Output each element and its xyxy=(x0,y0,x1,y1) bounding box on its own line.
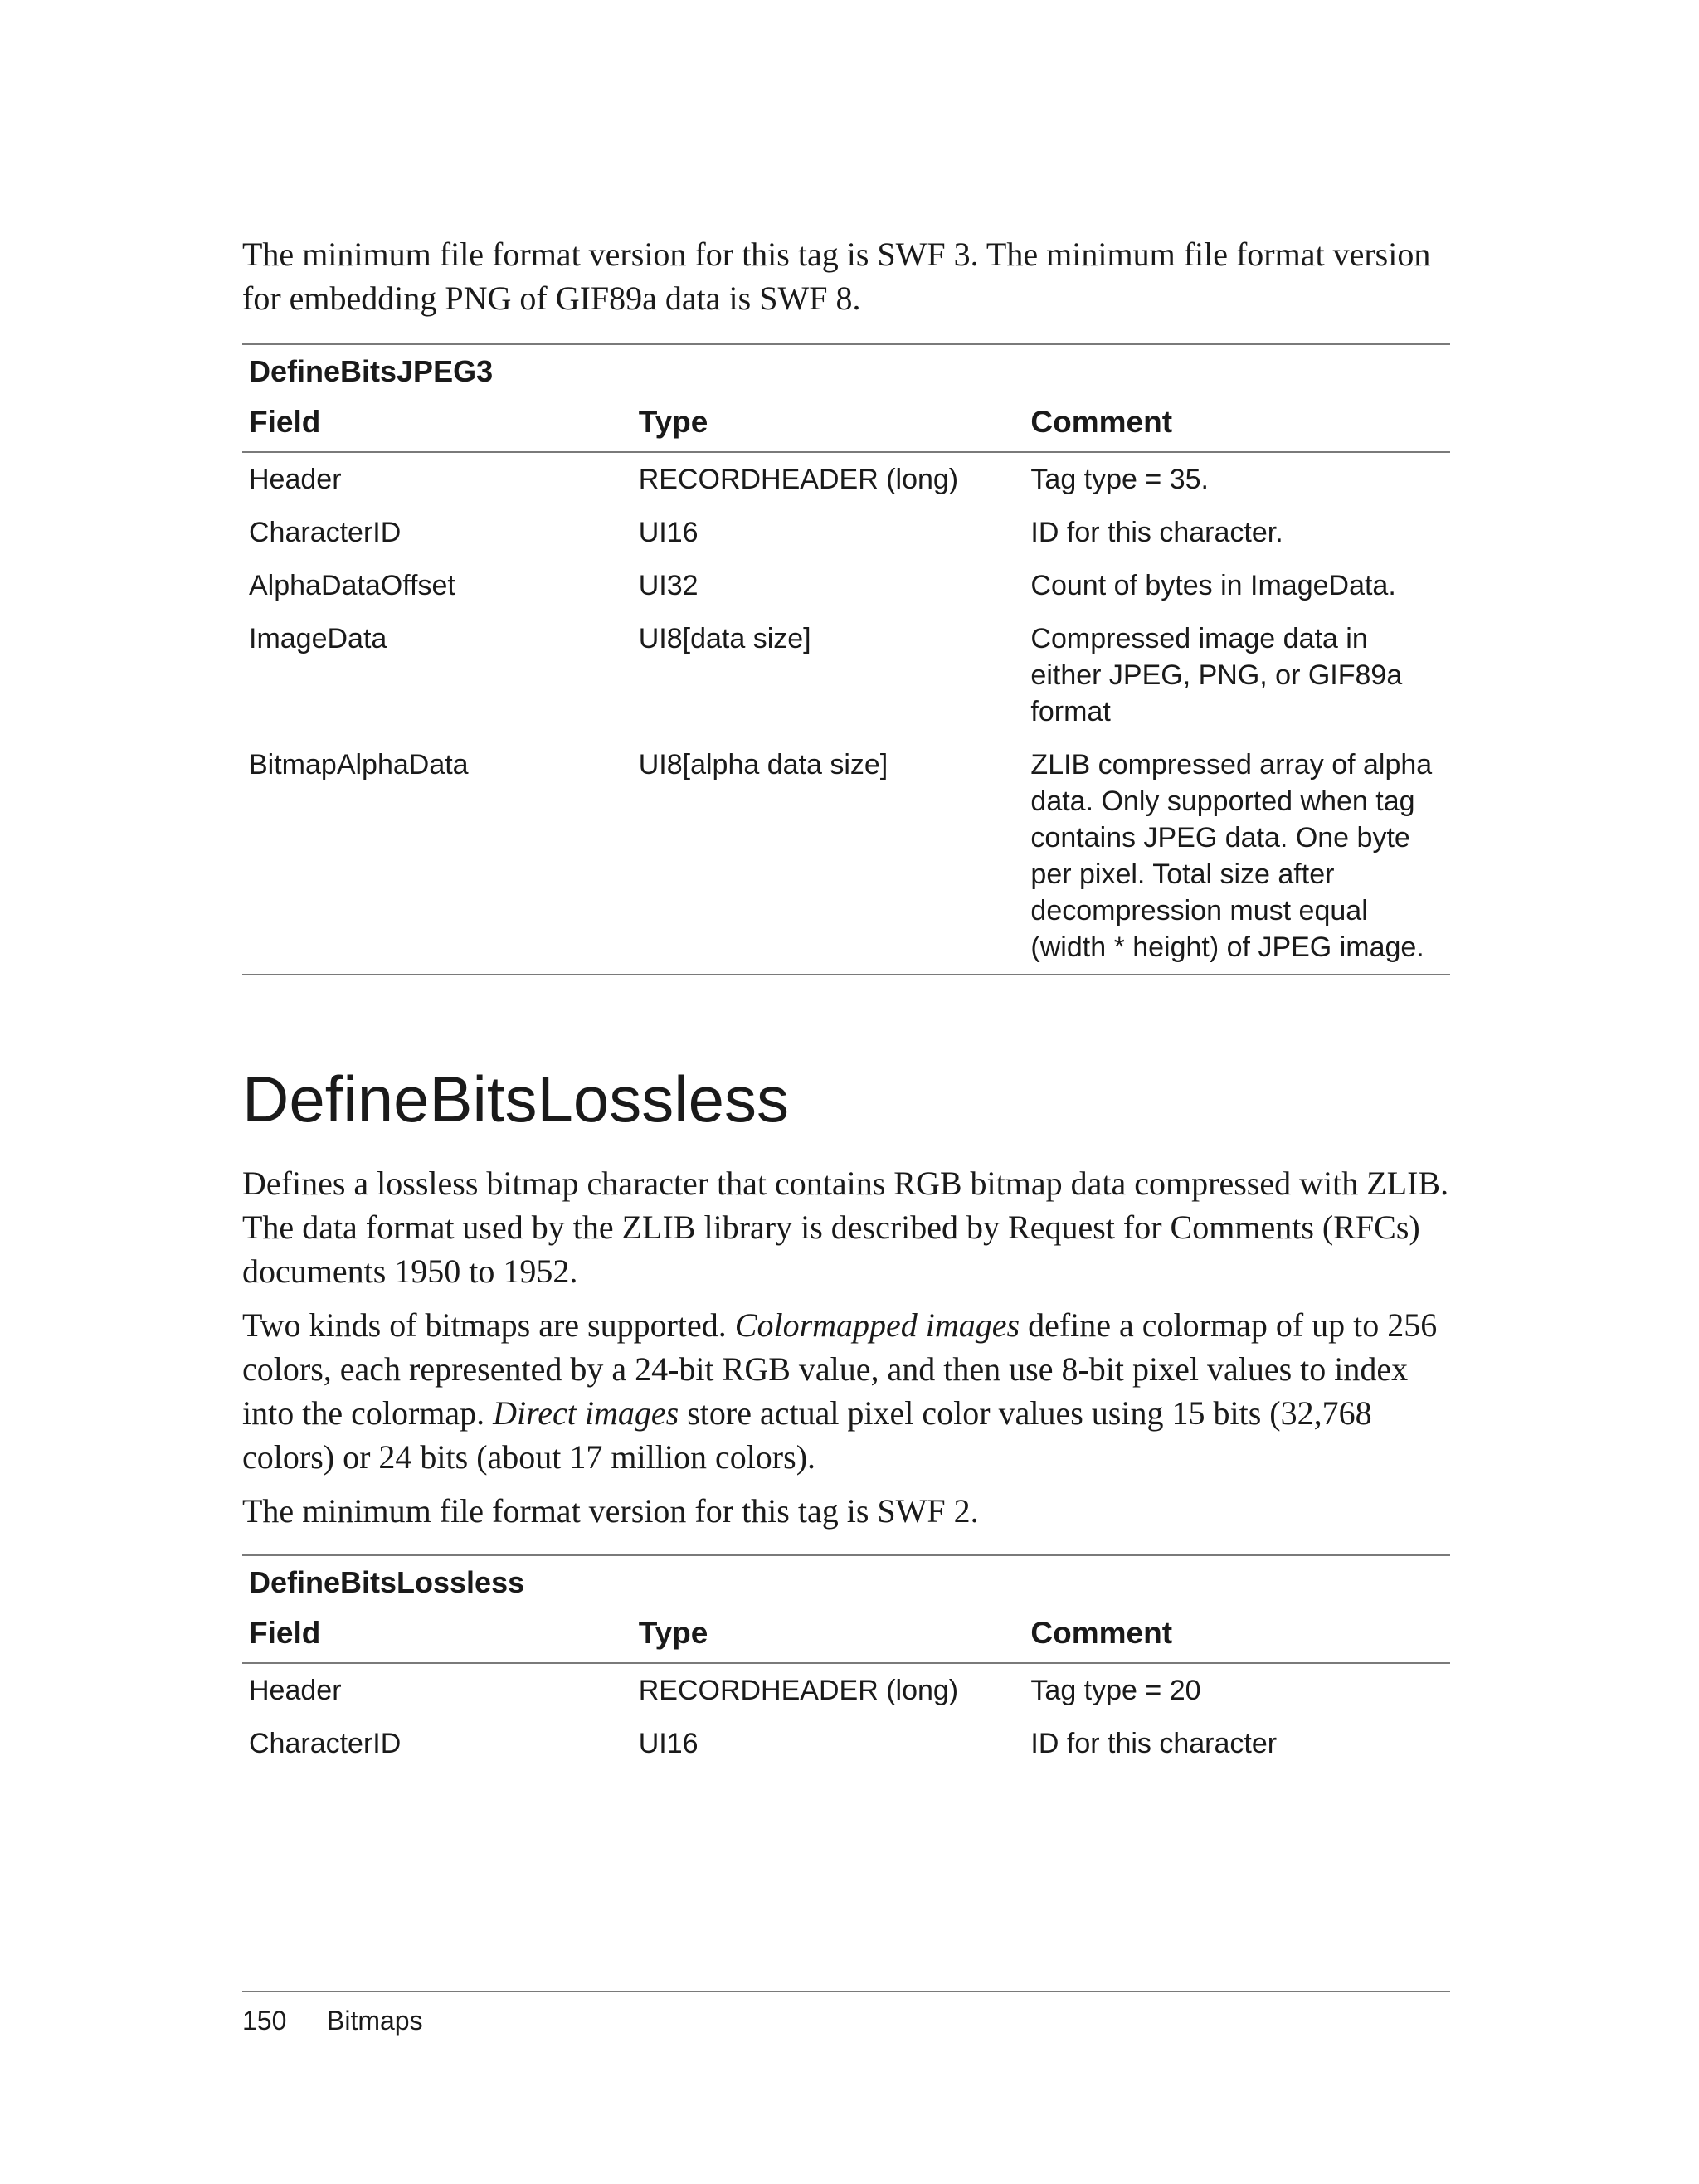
column-header-field: Field xyxy=(249,405,321,439)
table-row xyxy=(242,1717,1450,1770)
column-header-comment: Comment xyxy=(1030,1616,1173,1650)
intro-paragraph: The minimum file format version for this tag is SWF 3. The minimum file format version for embedding PNG of GIF89a data is SWF 8. xyxy=(242,236,1431,317)
table-row xyxy=(242,559,1450,612)
cell-field: AlphaDataOffset xyxy=(249,570,455,601)
paragraph-description: Defines a lossless bitmap character that contains RGB bitmap data compressed with ZLIB. The data format used by the ZLIB library is described by Request for Comments (RFCs) documents 1950 to 1952. xyxy=(242,1165,1449,1290)
table-header-row xyxy=(242,1606,1450,1664)
table-title: DefineBitsLossless xyxy=(249,1565,525,1599)
page-number: 150 xyxy=(242,2006,287,2036)
cell-type: UI8[alpha data size] xyxy=(638,749,888,781)
column-header-type: Type xyxy=(638,405,708,439)
table-row xyxy=(242,1664,1450,1717)
cell-comment: ZLIB compressed array of alpha data. Only supported when tag contains JPEG data. One byte per pixel. Total size after decompression must equal (width * height) of JPEG image. xyxy=(1030,749,1433,963)
text-run: define a colormap of up to 256 colors, each represented by a 24-bit RGB value, and then use 8-bit pixel values to index into the colormap. xyxy=(242,1306,1438,1432)
cell-type: UI16 xyxy=(638,1728,699,1759)
term-direct-images: Direct images xyxy=(493,1394,679,1432)
cell-type: UI32 xyxy=(638,570,699,601)
table-row xyxy=(242,506,1450,559)
chapter-name: Bitmaps xyxy=(327,2006,423,2036)
cell-field: CharacterID xyxy=(249,517,402,548)
cell-comment: Compressed image data in either JPEG, PNG, or GIF89a format xyxy=(1030,623,1403,727)
cell-field: ImageData xyxy=(249,623,387,654)
table-row xyxy=(242,612,1450,738)
cell-comment: Tag type = 35. xyxy=(1030,464,1209,495)
term-colormapped-images: Colormapped images xyxy=(734,1306,1020,1344)
paragraph-min-version: The minimum file format version for this tag is SWF 2. xyxy=(242,1492,979,1530)
column-header-comment: Comment xyxy=(1030,405,1173,439)
cell-field: Header xyxy=(249,1675,342,1706)
cell-type: RECORDHEADER (long) xyxy=(638,464,959,495)
cell-type: RECORDHEADER (long) xyxy=(638,1675,959,1706)
text-run: Two kinds of bitmaps are supported. xyxy=(242,1306,735,1344)
cell-comment: ID for this character. xyxy=(1030,517,1283,548)
column-header-type: Type xyxy=(638,1616,708,1650)
column-header-field: Field xyxy=(249,1616,321,1650)
table-definebitsjpeg3 xyxy=(242,343,1450,975)
cell-type: UI16 xyxy=(638,517,699,548)
table-header-row xyxy=(242,395,1450,453)
paragraph-bitmap-kinds xyxy=(242,1303,1453,1479)
cell-type: UI8[data size] xyxy=(638,623,811,654)
text-run: store actual pixel color values using 15 bits (32,768 colors) or 24 bits (about 17 million colors). xyxy=(242,1394,1372,1476)
section-body xyxy=(242,1161,1453,1543)
cell-field: Header xyxy=(249,464,342,495)
section-heading: DefineBitsLossless xyxy=(242,1063,789,1136)
table-definebitslossless xyxy=(242,1554,1450,1770)
cell-field: BitmapAlphaData xyxy=(249,749,469,781)
cell-comment: ID for this character xyxy=(1030,1728,1278,1759)
table-row xyxy=(242,453,1450,506)
cell-comment: Count of bytes in ImageData. xyxy=(1030,570,1396,601)
document-page xyxy=(242,0,1450,2184)
table-title: DefineBitsJPEG3 xyxy=(249,354,494,388)
table-row xyxy=(242,738,1450,974)
page-footer xyxy=(242,1991,1450,2037)
cell-comment: Tag type = 20 xyxy=(1030,1675,1201,1706)
cell-field: CharacterID xyxy=(249,1728,402,1759)
